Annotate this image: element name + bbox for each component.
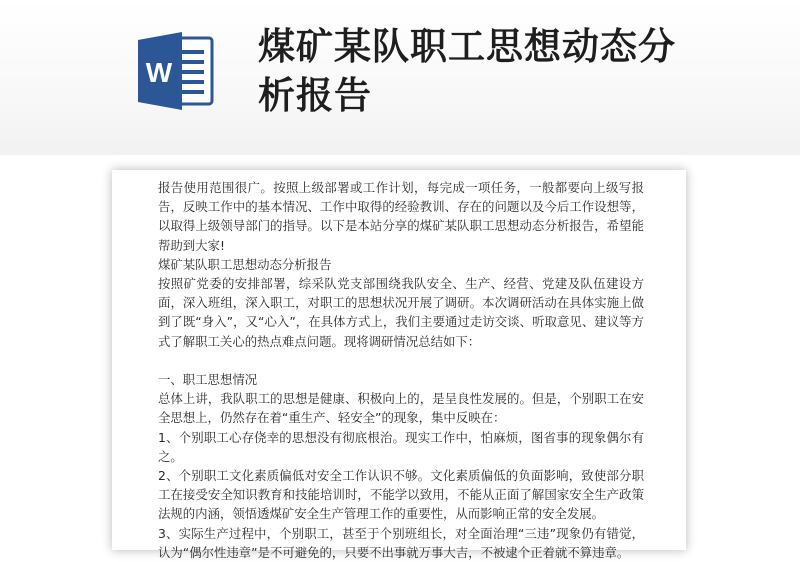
- section-heading: 一、职工思想情况: [158, 372, 258, 388]
- blank-line: [158, 351, 644, 370]
- document-heading: 煤矿某队职工思想动态分析报告: [158, 256, 332, 272]
- list-item: 1、个别职工心存侥幸的思想没有彻底根治。现实工作中，怕麻烦，图省事的现象偶尔有之。: [158, 429, 644, 464]
- document-preview: [112, 170, 686, 560]
- word-letter: W: [145, 57, 173, 88]
- word-document-icon: [138, 30, 214, 112]
- page-title: 煤矿某队职工思想动态分析报告: [258, 25, 676, 117]
- body-paragraph: 按照矿党委的安排部署，综采队党支部围绕我队安全、生产、经营、党建及队伍建设方面，深入班组，深入职工，对职工的思想状况开展了调研。本次调研活动在具体实施上做到了既“身入”，又“心入”，在具体方式上，我们主要通过走访交谈、听取意见、建议等方式了解职工关心的热点难点问题。现将调研情况总结如下：: [158, 276, 644, 349]
- list-item: 3、实际生产过程中，个别职工，甚至于个别班组长，对全面治理“三违”现象仍有错觉，认为“偶尔性违章”是不可避免的，只要不出事就万事大吉，不被逮个正着就不算违章。: [158, 525, 644, 560]
- list-item: 2、个别职工文化素质偏低对安全工作认识不够。文化素质偏低的负面影响，致使部分职工在接受安全知识教育和技能培训时，不能学以致用，不能从正面了解国家安全生产政策法规的内涵，领悟透煤矿安全生产管理工作的重要性，从而影响正常的安全发展。: [158, 468, 644, 522]
- document-body: [158, 178, 644, 562]
- intro-paragraph: 报告使用范围很广。按照上级部署或工作计划，每完成一项任务，一般都要向上级写报告，反映工作中的基本情况、工作中取得的经验教训、存在的问题以及今后工作设想等，以取得上级领导部门的指导。以下是本站分享的煤矿某队职工思想动态分析报告，希望能帮助到大家!: [158, 180, 644, 253]
- body-paragraph: 总体上讲，我队职工的思想是健康、积极向上的，是呈良性发展的。但是，个别职工在安全思想上，仍然存在着“重生产、轻安全”的现象，集中反映在：: [158, 391, 644, 426]
